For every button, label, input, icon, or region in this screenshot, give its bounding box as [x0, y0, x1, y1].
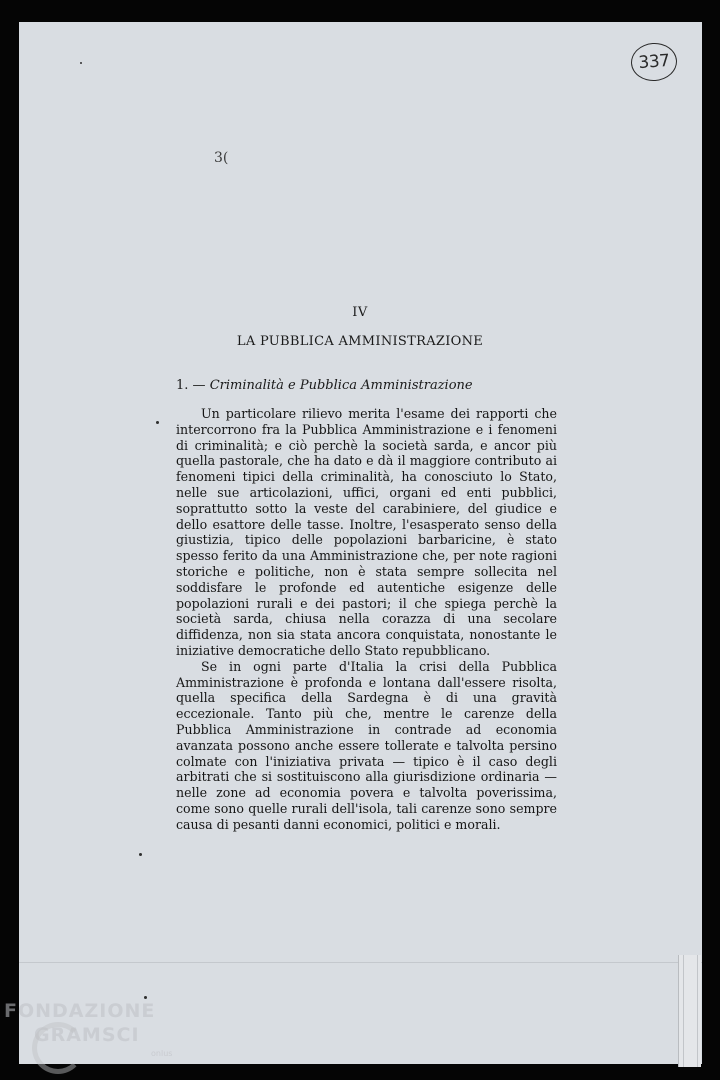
scan-speck — [156, 421, 159, 424]
page-edge-strip — [678, 955, 701, 1067]
scan-speck — [144, 996, 147, 999]
paragraph: Un particolare rilievo merita l'esame dei rapporti che intercorrono fra la Pubblica Amministrazione e i fenomeni di criminalità; e ciò perchè la società sarda, e ancor più quella pastorale, che ha dato e dà il maggiore contributo ai fenomeni tipici della criminalità, ha conosciuto lo Stato, nelle sue articolazioni, uffici, organi ed enti pubblici, soprattutto sotto la veste del carabiniere, del giudice e dello esattore delle tasse. Inoltre, l'esasperato senso della giustizia, tipico delle popolazioni barbaricine, è stato spesso ferito da una Amministrazione che, per note ragioni storiche e politiche, non è stata sempre sollecita nel soddisfare le profonde ed autentiche esigenze delle popolazioni rurali e dei pastori; il che spiega perchè la società sarda, chiusa nella corazza di una secolare diffidenza, non sia stata ancora conquistata, nonostante le iniziative democratiche dello Stato repubblicano. — [176, 406, 557, 658]
page-fold-line — [19, 962, 702, 963]
margin-mark: 3( — [214, 150, 229, 166]
scan-speck — [80, 62, 82, 64]
scan-speck — [139, 853, 142, 856]
watermark-logo — [4, 1000, 173, 1058]
page-number: 337 — [637, 50, 671, 74]
watermark-suffix: onlus — [151, 1049, 173, 1058]
section-title: Criminalità e Pubblica Amministrazione — [209, 378, 473, 393]
watermark-line2: GRAMSCI — [34, 1024, 140, 1046]
watermark-g-icon — [32, 1022, 84, 1074]
section-heading — [176, 378, 473, 393]
chapter-number: IV — [352, 305, 368, 320]
paragraph: Se in ogni parte d'Italia la crisi della Pubblica Amministrazione è profonda e lontana dall'essere risolta, quella specifica della Sardegna è di una gravità eccezionale. Tanto più che, mentre le carenze della Pubblica Amministrazione in contrade ad economia avanzata possono anche essere tollerate e talvolta persino colmate con l'iniziativa privata — tipico è il caso degli arbitrati che si sostituiscono alla giurisdizione ordinaria — nelle zone ad economia povera e talvolta poverissima, come sono quelle rurali dell'isola, tali carenze sono sempre causa di pesanti danni economici, politici e morali. — [176, 658, 557, 832]
chapter-title: LA PUBBLICA AMMINISTRAZIONE — [236, 334, 484, 349]
section-number: 1. — — [176, 378, 206, 393]
watermark-line1: FONDAZIONE — [4, 1000, 156, 1022]
body-text — [176, 406, 557, 833]
